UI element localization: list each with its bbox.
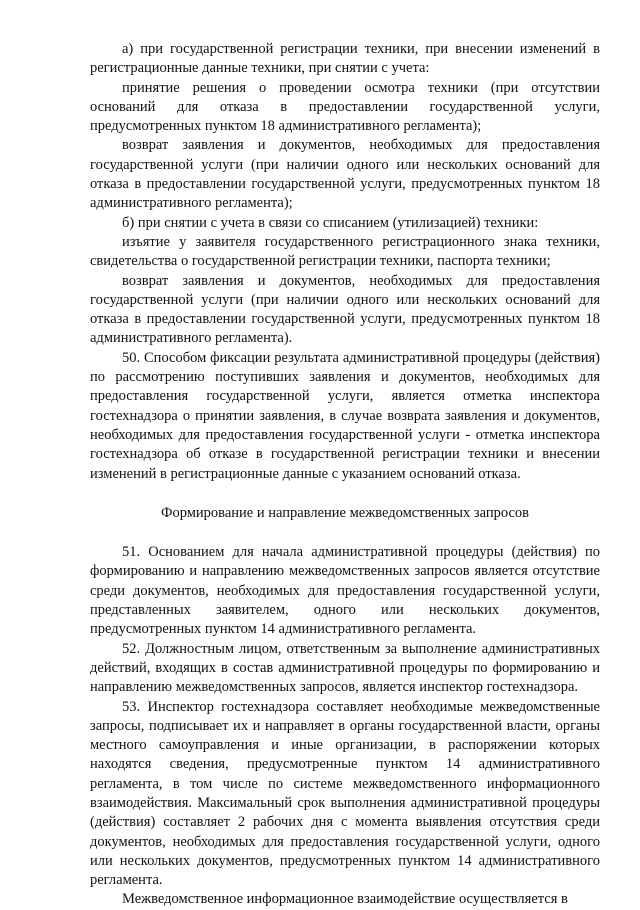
paragraph-seizure: изъятие у заявителя государственного регистрационного знака техники, свидетельства о государственной регистрации техники, паспорта техники; [90,233,600,270]
paragraph-a: а) при государственной регистрации техники, при внесении изменений в регистрационные данные техники, при снятии с учета: [90,41,600,77]
paragraph-52: 52. Должностным лицом, ответственным за выполнение административных действий, входящих в состав административной процедуры по формированию и направлению межведомственных запросов, является инспектор гостехнадзора. [90,640,600,696]
paragraph-decision-inspection: принятие решения о проведении осмотра техники (при отсутствии оснований для отказа в предоставлении государственной услуги, предусмотренных пунктом 18 административного регламента); [90,79,600,135]
document-page [90,40,600,910]
paragraph-51: 51. Основанием для начала административной процедуры (действия) по формированию и направлению межведомственных запросов является отсутствие среди документов, необходимых для предоставления государственной услуги, представленных заявителем, одного или нескольких документов, предусмотренных пунктом 14 административного регламента. [90,544,600,638]
paragraph-interaction: Межведомственное информационное взаимодействие осуществляется в [122,891,568,908]
paragraph-b: б) при снятии с учета в связи со списанием (утилизацией) техники: [122,214,539,231]
paragraph-return-documents-2: возврат заявления и документов, необходимых для предоставления государственной услуги (при наличии одного или нескольких оснований для отказа в предоставлении государственной услуги, предусмотренных пунктом 18 административного регламента). [90,272,600,347]
paragraph-53: 53. Инспектор гостехнадзора составляет необходимые межведомственные запросы, подписывает их и направляет в органы государственной власти, органы местного самоуправления и иные организации, в распоряжении которых находятся сведения, предусмотренные пунктом 14 административного регламента, в том числе по системе межведомственного информационного взаимодействия. Максимальный срок выполнения административной процедуры (действия) составляет 2 рабочих дня с момента выявления отсутствия среди документов, необходимых для предоставления государственной услуги, одного или нескольких документов, предусмотренных пунктом 14 административного регламента. [90,698,600,889]
section-heading: Формирование и направление межведомственных запросов [161,504,529,521]
paragraph-50: 50. Способом фиксации результата административной процедуры (действия) по рассмотрению поступивших заявления и документов, необходимых для предоставления государственной услуги, является отметка инспектора гостехнадзора о принятии заявления, в случае возврата заявления и документов, необходимых для предоставления государственной услуги - отметка инспектора гостехнадзора об отказе в государственной регистрации техники и внесении изменений в регистрационные данные с указанием оснований отказа. [90,349,600,482]
paragraph-return-documents-1: возврат заявления и документов, необходимых для предоставления государственной услуги (при наличии одного или нескольких оснований для отказа в предоставлении государственной услуги, предусмотренных пунктом 18 административного регламента); [90,137,600,212]
